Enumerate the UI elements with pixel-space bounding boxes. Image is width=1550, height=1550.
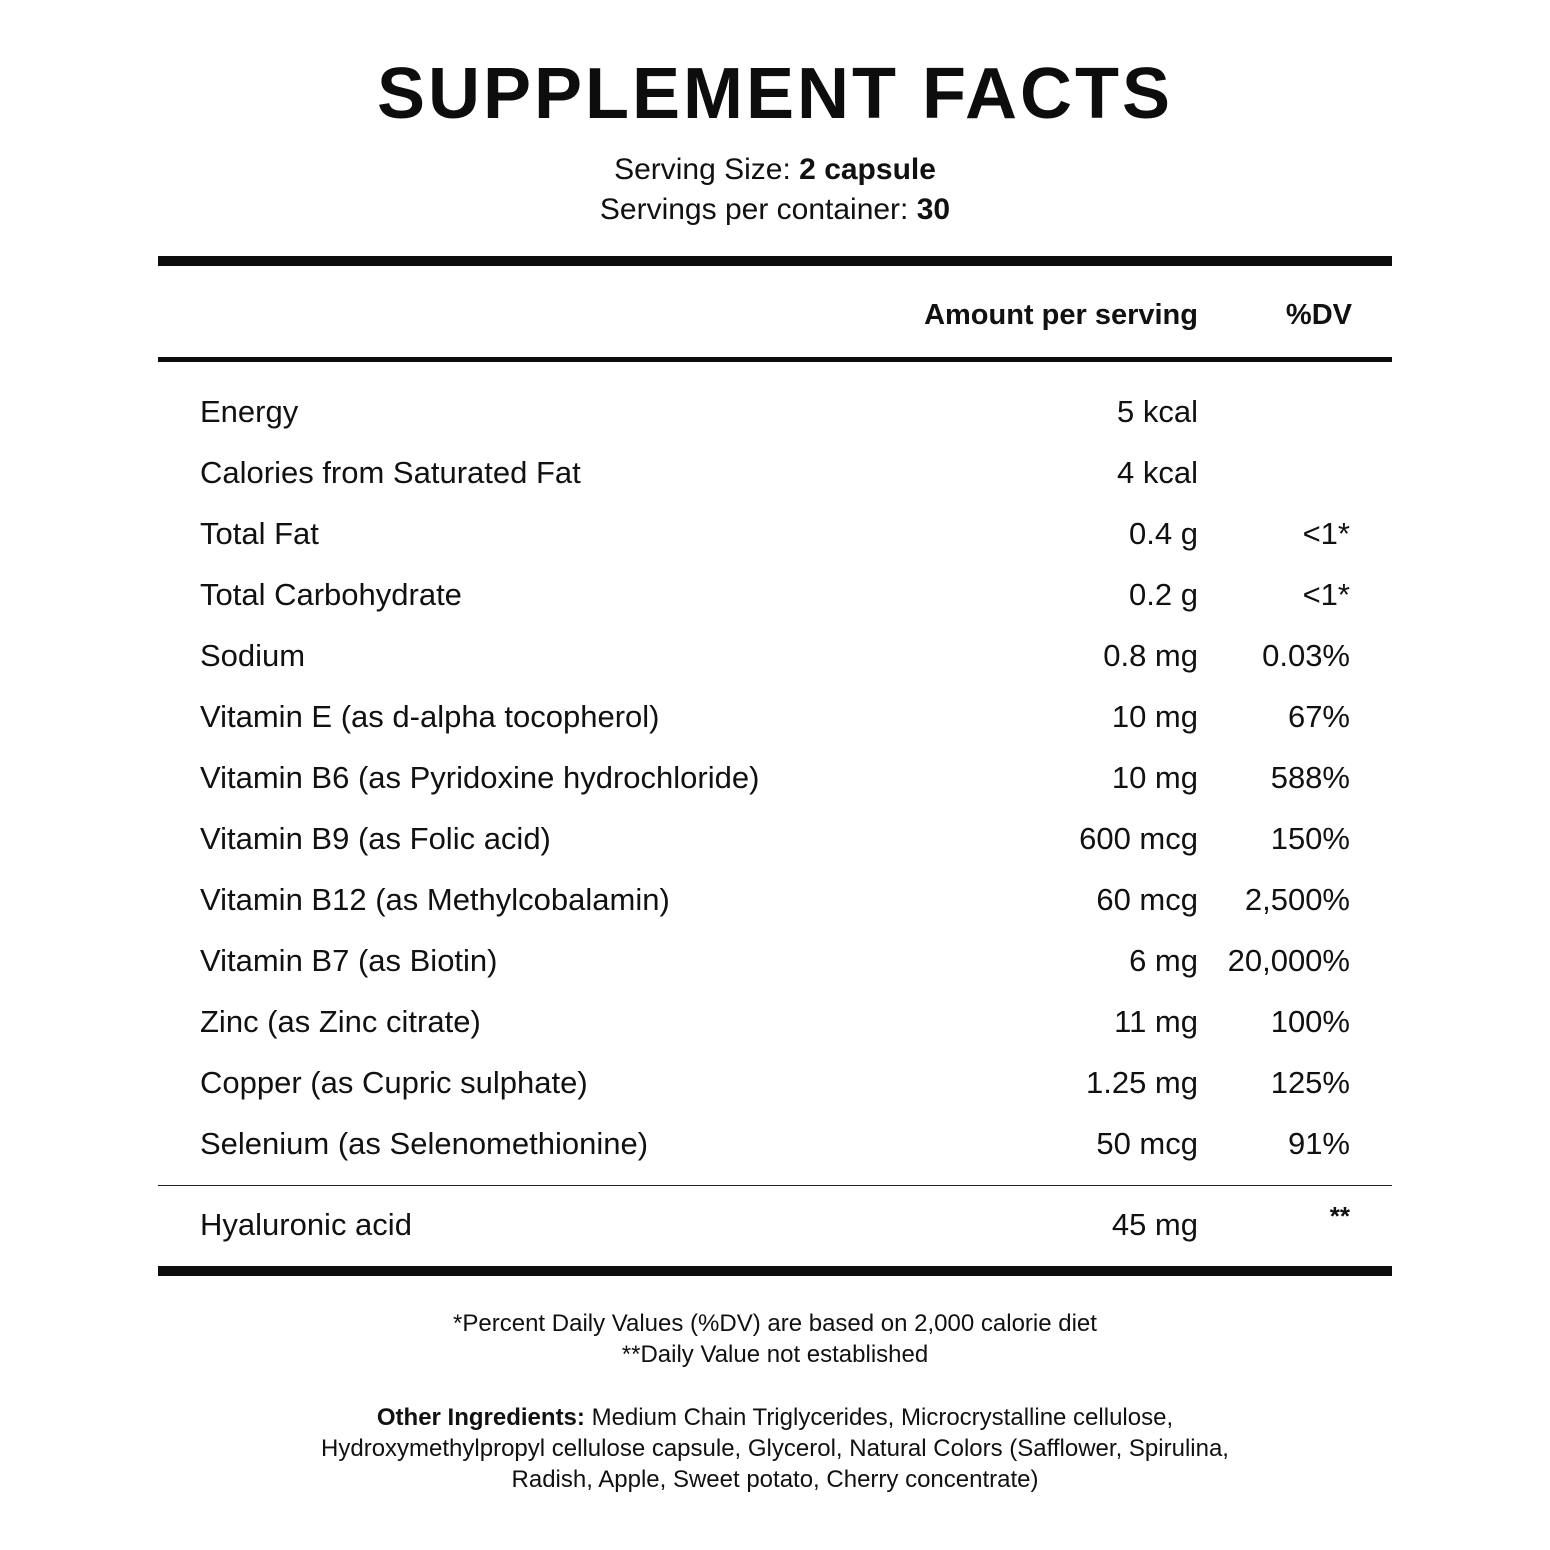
nutrient-dv: ** — [1329, 1201, 1350, 1231]
nutrient-amount: 1.25 mg — [1085, 1065, 1198, 1100]
nutrient-dv: 2,500% — [1244, 882, 1350, 917]
nutrient-dv: 588% — [1270, 760, 1350, 795]
nutrient-name: Vitamin B6 (as Pyridoxine hydrochloride) — [200, 760, 760, 795]
table-row — [0, 686, 1550, 747]
page-title: SUPPLEMENT FACTS — [376, 54, 1174, 134]
table-row — [0, 747, 1550, 808]
nutrient-amount: 0.8 mg — [1103, 638, 1198, 673]
nutrient-amount: 4 kcal — [1117, 455, 1198, 490]
nutrient-dv: 100% — [1270, 1004, 1350, 1039]
table-row-hyaluronic-acid — [0, 1194, 1550, 1255]
table-row — [0, 991, 1550, 1052]
nutrient-amount: 50 mcg — [1096, 1126, 1198, 1161]
nutrient-amount: 0.4 g — [1129, 516, 1198, 551]
table-row — [0, 869, 1550, 930]
table-row — [0, 930, 1550, 991]
nutrient-amount: 10 mg — [1111, 760, 1198, 795]
header-divider — [158, 357, 1392, 362]
nutrient-amount: 5 kcal — [1117, 394, 1198, 429]
nutrient-name: Energy — [200, 394, 299, 429]
nutrient-name: Vitamin B9 (as Folic acid) — [200, 821, 551, 856]
table-row — [0, 381, 1550, 442]
nutrient-name: Total Fat — [200, 516, 319, 551]
amount-column-header: Amount per serving — [924, 299, 1198, 331]
other-ingredients-text-1: Medium Chain Triglycerides, Microcrystalline cellulose, — [584, 1404, 1174, 1431]
nutrient-name: Zinc (as Zinc citrate) — [200, 1004, 481, 1039]
nutrient-name: Selenium (as Selenomethionine) — [200, 1126, 649, 1161]
table-row — [0, 442, 1550, 503]
other-ingredients-line-2: Hydroxymethylpropyl cellulose capsule, Glycerol, Natural Colors (Safflower, Spirulina, — [321, 1435, 1229, 1462]
nutrient-amount: 6 mg — [1129, 943, 1198, 978]
nutrient-dv: 20,000% — [1227, 943, 1350, 978]
other-ingredients-line-1 — [250, 1402, 1300, 1433]
nutrient-table — [0, 381, 1550, 1174]
other-ingredients — [250, 1402, 1300, 1495]
servings-per-container — [0, 190, 1550, 230]
nutrient-name: Copper (as Cupric sulphate) — [200, 1065, 588, 1100]
nutrient-amount: 600 mcg — [1079, 821, 1198, 856]
table-row — [0, 1052, 1550, 1113]
nutrient-amount: 60 mcg — [1096, 882, 1198, 917]
dv-column-header: %DV — [1285, 299, 1352, 331]
table-row — [0, 564, 1550, 625]
nutrient-amount: 0.2 g — [1129, 577, 1198, 612]
table-row — [0, 808, 1550, 869]
nutrient-dv: 150% — [1270, 821, 1350, 856]
footnote-percent-dv: *Percent Daily Values (%DV) are based on 2,000 calorie diet — [453, 1310, 1097, 1337]
nutrient-dv: <1* — [1302, 577, 1350, 612]
bottom-divider — [158, 1266, 1392, 1276]
nutrient-amount: 45 mg — [1111, 1207, 1198, 1242]
other-ingredients-line-3: Radish, Apple, Sweet potato, Cherry concentrate) — [511, 1466, 1039, 1493]
table-row — [0, 625, 1550, 686]
servings-per-container-value: 30 — [916, 193, 951, 226]
nutrient-amount: 10 mg — [1111, 699, 1198, 734]
nutrient-name: Vitamin B7 (as Biotin) — [200, 943, 498, 978]
table-row — [0, 1113, 1550, 1174]
nutrient-dv: 125% — [1270, 1065, 1350, 1100]
nutrient-amount: 11 mg — [1114, 1004, 1198, 1039]
top-divider — [158, 256, 1392, 266]
nutrient-dv: 0.03% — [1262, 638, 1350, 673]
serving-size-value: 2 capsule — [799, 153, 936, 186]
nutrient-name: Calories from Saturated Fat — [200, 455, 581, 490]
table-row — [0, 503, 1550, 564]
serving-size — [0, 150, 1550, 190]
servings-per-container-label: Servings per container: — [599, 193, 917, 226]
nutrient-name: Hyaluronic acid — [200, 1207, 412, 1242]
other-ingredients-label: Other Ingredients: — [376, 1404, 585, 1431]
nutrient-name: Sodium — [200, 638, 306, 673]
footnote-not-established: **Daily Value not established — [621, 1341, 929, 1368]
nutrient-dv: 91% — [1287, 1126, 1350, 1161]
nutrient-dv: 67% — [1287, 699, 1350, 734]
nutrient-name: Vitamin B12 (as Methylcobalamin) — [200, 882, 670, 917]
nutrient-name: Vitamin E (as d-alpha tocopherol) — [200, 699, 660, 734]
nutrient-dv: <1* — [1302, 516, 1350, 551]
nutrient-name: Total Carbohydrate — [200, 577, 462, 612]
serving-size-label: Serving Size: — [614, 153, 800, 186]
